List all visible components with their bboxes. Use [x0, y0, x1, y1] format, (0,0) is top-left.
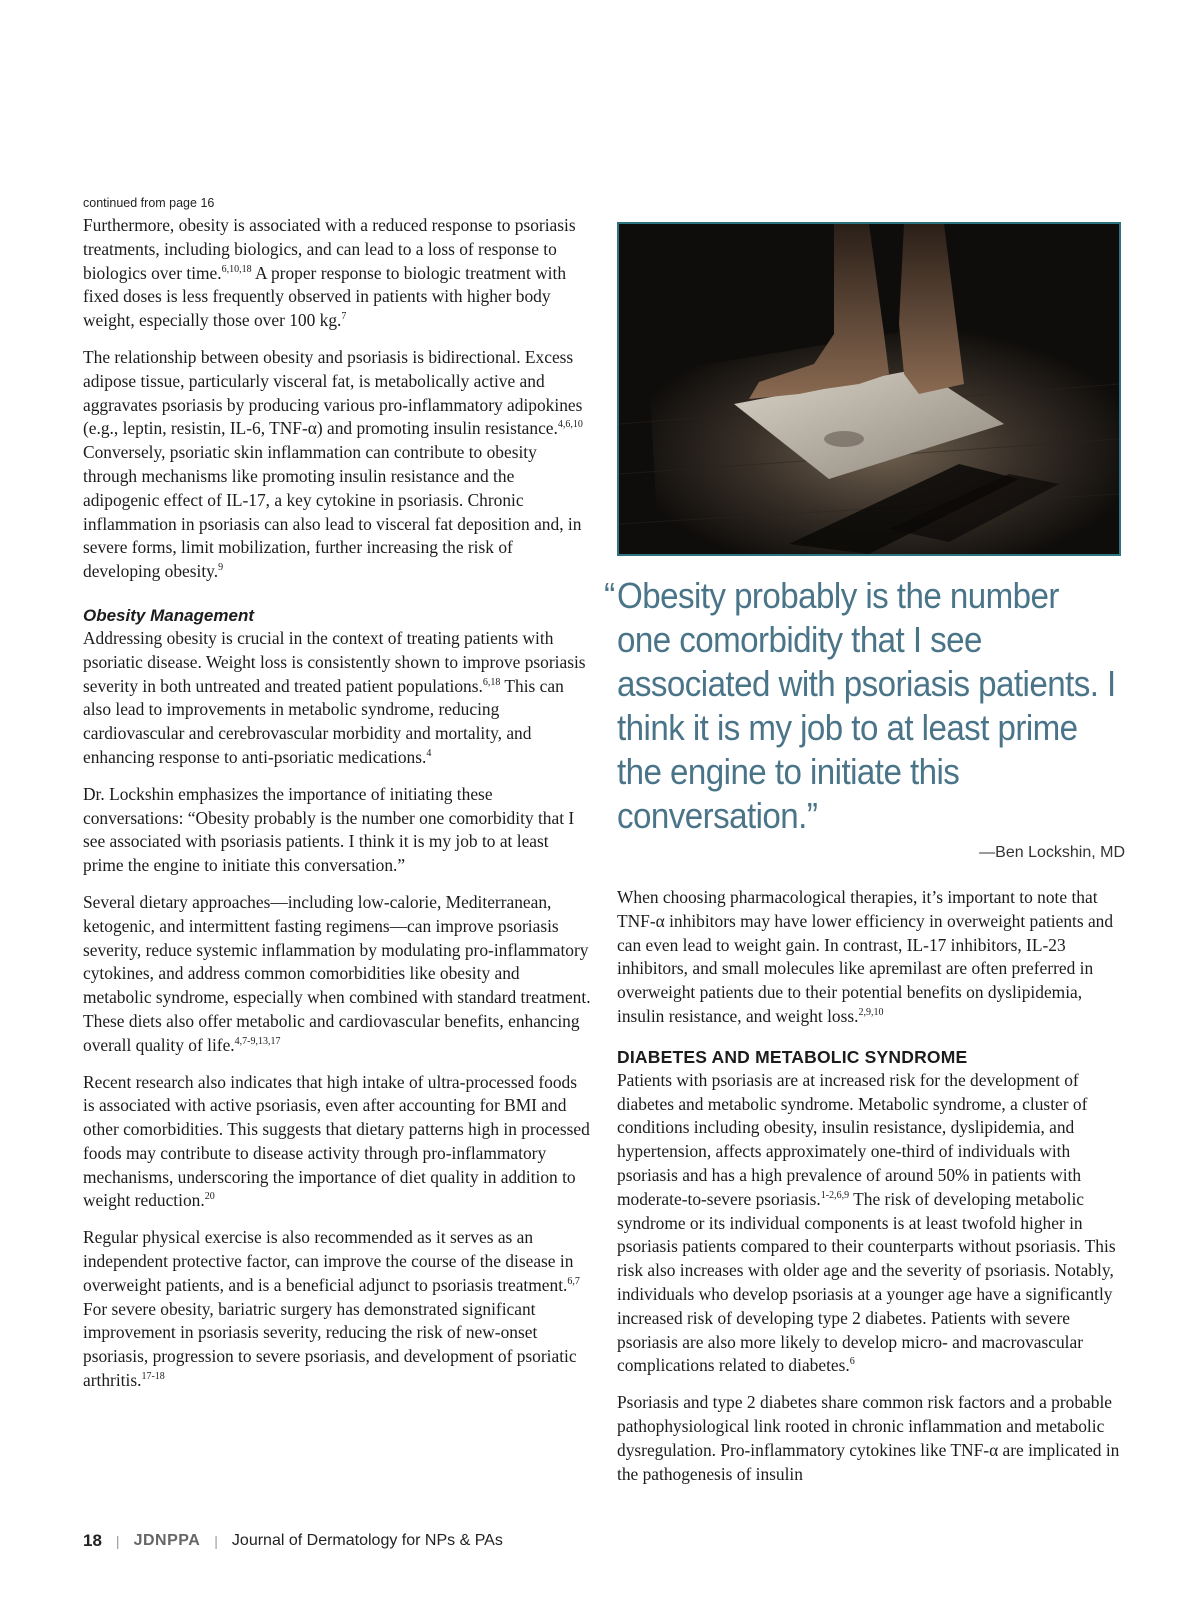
paragraph-text: The risk of developing metabolic syndrome or its individual components is at least twofold higher in psoriasis patients compared to their counterparts without psoriasis. This risk also increases with older age and the severity of psoriasis. Notably, individuals who develop psoriasis at a younger age have a significantly increased risk of developing type 2 diabetes. Patients with severe psoriasis are also more likely to develop micro- and macrovascular complications related to diabetes.: [617, 1188, 1116, 1376]
paragraph: [83, 627, 591, 770]
quote-attribution: —Ben Lockshin, MD: [979, 844, 1125, 861]
citation: 7: [341, 311, 347, 323]
citation: 9: [218, 562, 224, 574]
citation: 4,7-9,13,17: [234, 1035, 281, 1047]
citation: 17-18: [141, 1371, 165, 1383]
paragraph: [83, 214, 591, 333]
citation: 1-2,6,9: [820, 1189, 850, 1201]
citation: 6,18: [482, 676, 501, 688]
continued-note: continued from page 16: [83, 196, 215, 210]
pull-quote: [604, 574, 1117, 838]
citation: 4,6,10: [557, 419, 583, 431]
pull-quote-text: Obesity probably is the number one comorbidity that I see associated with psoriasis patients. I think it is my job to at least prime the engine to initiate this conversation.”: [617, 575, 1116, 836]
citation: 6: [849, 1356, 855, 1368]
paragraph: [83, 1071, 591, 1214]
left-column: [83, 196, 591, 1406]
paragraph-text: Conversely, psoriatic skin inflammation can contribute to obesity through mechanisms like promoting insulin resistance and the adipogenic effect of IL-17, a key cytokine in psoriasis. Chronic inflammation in psoriasis can also lead to visceral fat deposition and, in severe forms, limit mobilization, further increasing the risk of developing obesity.: [83, 442, 582, 582]
paragraph-text: The relationship between obesity and psoriasis is bidirectional. Excess adipose tissue, particularly visceral fat, is metabolically active and aggravates psoriasis by producing various pro-inflammatory adipokines (e.g., leptin, resistin, IL-6, TNF-α) and promoting insulin resistance.: [83, 346, 583, 439]
right-column: [604, 222, 1125, 1499]
paragraph: Dr. Lockshin emphasizes the importance of initiating these conversations: “Obesity probably is the number one comorbidity that I see associated with psoriasis patients. I think it is my job to at least prime the engine to initiate this conversation.”: [83, 783, 575, 876]
paragraph-text: Recent research also indicates that high intake of ultra-processed foods is associated with active psoriasis, even after accounting for BMI and other comorbidities. This suggests that dietary patterns high in processed foods may contribute to disease activity through pro-inflammatory mechanisms, underscoring the importance of diet quality in addition to weight reduction.: [83, 1071, 590, 1211]
paragraph-text: Furthermore, obesity is associated with a reduced response to psoriasis treatments, including biologics, and can lead to a loss of response to biologics over time.: [83, 215, 576, 283]
paragraph-text: When choosing pharmacological therapies, it’s important to note that TNF-α inhibitors may have lower efficiency in overweight patients and can even lead to weight gain. In contrast, IL-17 inhibitors, IL-23 inhibitors, and small molecules like apremilast are often preferred in overweight patients due to their potential benefits on dyslipidemia, insulin resistance, and weight loss.: [617, 887, 1114, 1026]
paragraph: Psoriasis and type 2 diabetes share common risk factors and a probable pathophysiological link rooted in chronic inflammation and metabolic dysregulation. Pro-inflammatory cytokines like TNF-α are implicated in the pathogenesis of insulin: [617, 1392, 1120, 1484]
citation: 2,9,10: [858, 1006, 884, 1018]
paragraph-text: A proper response to biologic treatment with fixed doses is less frequently observed in patients with higher body weight, especially those over 100 kg.: [83, 262, 567, 331]
paragraph-text: Patients with psoriasis are at increased risk for the development of diabetes and metabolic syndrome. Metabolic syndrome, a cluster of conditions including obesity, insulin resistance, dyslipidemia, and hypertension, affects approximately one-third of individuals with psoriasis and has a high prevalence of around 50% in patients with moderate-to-severe psoriasis.: [617, 1069, 1088, 1209]
footer-separator: |: [115, 1533, 120, 1549]
photo-feet-on-scale: [617, 222, 1121, 556]
page-number: 18: [83, 1531, 102, 1550]
subheading-obesity-management: Obesity Management: [83, 605, 254, 625]
paragraph: [617, 886, 1125, 1029]
citation: 6,7: [567, 1275, 580, 1287]
quote-open-mark: “: [604, 575, 615, 616]
paragraph-text: Regular physical exercise is also recommended as it serves as an independent protective factor, can improve the course of the disease in overweight patients, and is a beneficial adjunct to psoriasis treatment.: [83, 1227, 574, 1295]
paragraph: [83, 346, 591, 584]
page-footer: [83, 1531, 503, 1551]
paragraph: [83, 891, 591, 1058]
journal-name: Journal of Dermatology for NPs & PAs: [231, 1532, 503, 1549]
paragraph: [617, 1069, 1125, 1378]
paragraph: [83, 1226, 591, 1393]
footer-separator: |: [214, 1533, 218, 1549]
paragraph-text: Several dietary approaches—including low-calorie, Mediterranean, ketogenic, and intermittent fasting regimens—can improve psoriasis severity, reduce systemic inflammation by modulating pro-inflammatory cytokines, and address common comorbidities like obesity and metabolic syndrome, especially when combined with standard treatment. These diets also offer metabolic and cardiovascular benefits, enhancing overall quality of life.: [83, 891, 591, 1055]
journal-abbreviation: JDNPPA: [133, 1532, 201, 1549]
paragraph-text: For severe obesity, bariatric surgery has demonstrated significant improvement in psoriasis severity, reducing the risk of new-onset psoriasis, progression to severe psoriasis, and development of psoriatic arthritis.: [83, 1298, 577, 1391]
section-heading-diabetes: DIABETES AND METABOLIC SYNDROME: [617, 1046, 968, 1067]
citation: 20: [204, 1191, 215, 1203]
paragraph-text: This can also lead to improvements in metabolic syndrome, reducing cardiovascular and cerebrovascular morbidity and mortality, and enhancing response to anti-psoriatic medications.: [83, 675, 564, 767]
citation: 4: [426, 747, 432, 759]
scale-illustration: [619, 224, 1119, 554]
citation: 6,10,18: [221, 263, 252, 275]
paragraph-text: Addressing obesity is crucial in the context of treating patients with psoriatic disease. Weight loss is consistently shown to improve psoriasis severity in both untreated and treated patient populations.: [83, 627, 586, 696]
